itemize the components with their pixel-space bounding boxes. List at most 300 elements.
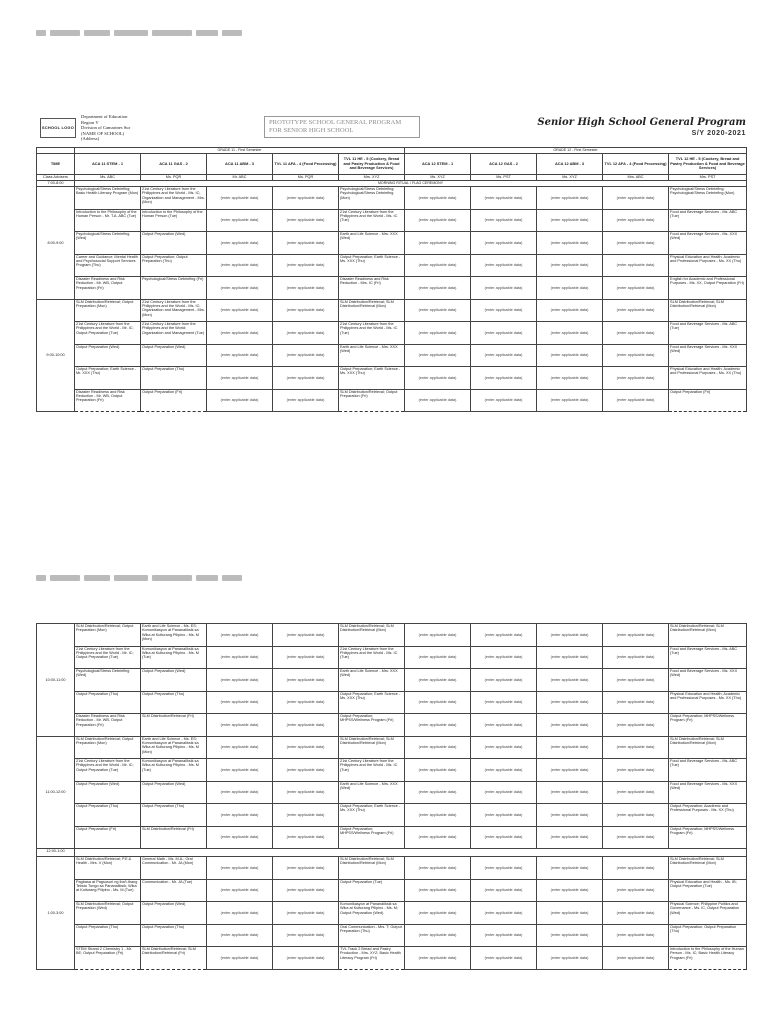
schedule-entry: TVL Track 2 Bread and Pastry Production - Mrs. XYZ; Basic Health Literacy Program (Fri) [339,947,405,970]
morning-ritual: MORNING RITUAL / FLAG CEREMONY [75,181,747,187]
placeholder-entry: (enter applicable data) [603,669,669,692]
placeholder-entry: (enter applicable data) [207,691,273,714]
lunch-time: 12:00-1:00 [37,849,75,857]
placeholder-entry: (enter applicable data) [273,857,339,880]
placeholder-entry: (enter applicable data) [273,691,339,714]
schedule-entry: Output Preparation (Fri) [75,826,141,849]
schedule-entry: Disaster Readiness and Risk Reduction - Mr. WB, Output Preparation (Fri) [75,714,141,737]
schedule-entry: Output Preparation; MHPSS/Wellness Program (Fri) [339,826,405,849]
program-title: Senior High School General Program [537,117,746,128]
placeholder-entry: (enter applicable data) [537,367,603,390]
schedule-row [37,254,747,277]
placeholder-entry: (enter applicable data) [603,902,669,925]
placeholder-entry: (enter applicable data) [603,691,669,714]
placeholder-entry: (enter applicable data) [273,299,339,322]
placeholder-entry: (enter applicable data) [273,389,339,412]
lunch-row [37,849,747,857]
column-header: TVL 12 HE - 5 (Cookery, Bread and Pastry Production & Food and Beverage Services) [669,154,747,175]
schedule-entry: Physical Science; Philippine Politics and Governance - Ms. IC, Output Preparation (Wed) [669,902,747,925]
schedule-entry: Output Preparation; Earth Science - Mr. XXX (Thu) [75,367,141,390]
column-header: ACA 11 ABM - 3 [207,154,273,175]
schedule-entry: Physical Education and Health; Academic and Professional Purposes - Ms. XX (Thu) [669,691,747,714]
placeholder-entry: (enter applicable data) [405,389,471,412]
placeholder-entry: (enter applicable data) [471,624,537,647]
grade-11-group: GRADE 11 - First Semester [75,148,405,154]
schedule-entry: Introduction to the Philosophy of the Human Person (Tue) [141,209,207,232]
schedule-entry: Food and Beverage Services - Ms. XXX (Wed) [669,669,747,692]
placeholder-entry: (enter applicable data) [471,669,537,692]
schedule-entry: Komunikasyon at Pananaliksik sa Wika at Kulturang Pilipino - Ms. M; Output Preparation (Wed) [339,902,405,925]
placeholder-entry: (enter applicable data) [405,367,471,390]
schedule-row [37,389,747,412]
placeholder-entry: (enter applicable data) [537,736,603,759]
schedule-entry: Earth and Life Science - Ms. ES; Komunikasyon at Pananaliksik sa Wika at Kulturang Pilipino - Ms. M (Mon) [141,624,207,647]
placeholder-entry: (enter applicable data) [273,187,339,210]
schedule-entry: 21st Century Literature from the Philippines and the World - Mr. IC; Output Preparation (Tue) [75,322,141,345]
schedule-entry: Earth and Life Science - Mrs. XXX (Wed) [339,781,405,804]
blurred-doc-title-2 [36,575,281,585]
schedule-entry: Komunikasyon at Pananaliksik sa Wika at Kulturang Pilipino - Ms. M (Tue) [141,759,207,782]
schedule-row [37,277,747,300]
placeholder-entry: (enter applicable data) [603,277,669,300]
schedule-entry: Output Preparation (Wed) [141,781,207,804]
column-header: ACA 11 STEM - 1 [75,154,141,175]
schedule-entry: Earth and Life Science - Ms. ES; Komunikasyon at Pananaliksik sa Wika at Kulturang Pilipino - Ms. M (Mon) [141,736,207,759]
placeholder-entry: (enter applicable data) [207,669,273,692]
placeholder-entry: (enter applicable data) [273,646,339,669]
schedule-row [37,344,747,367]
schedule-entry: SLM Distribution/Retrieval; Output Preparation (Mon) [75,736,141,759]
school-logo: SCHOOL LOGO [40,118,76,138]
schedule-entry: Output Preparation; Output Preparation (Thu) [669,924,747,947]
grade-12-group: GRADE 12 - First Semester [405,148,747,154]
schedule-entry: Food and Beverage Services - Ms. ABC (Tue) [669,209,747,232]
schedule-entry: SLM Distribution/Retrieval; Output Preparation (Mon) [75,624,141,647]
placeholder-entry: (enter applicable data) [471,759,537,782]
schedule-entry: Disaster Readiness and Risk Reduction - Mr. WB, Output Preparation (Fri) [75,277,141,300]
time-slot: 11:00-12:00 [37,736,75,849]
placeholder-entry: (enter applicable data) [207,277,273,300]
placeholder-entry: (enter applicable data) [603,947,669,970]
schedule-entry: Output Preparation (Wed) [141,232,207,255]
schedule-entry: 21st Century Literature from the Philippines and the World - Ms. IC (Tue) [339,322,405,345]
schedule-row [37,646,747,669]
time-slot: 9:00-10:00 [37,299,75,412]
schedule-entry: Output Preparation; Output Preparation (Thu) [141,254,207,277]
placeholder-entry: (enter applicable data) [207,826,273,849]
column-header-row [37,154,747,175]
placeholder-entry: (enter applicable data) [603,781,669,804]
placeholder-entry: (enter applicable data) [471,646,537,669]
placeholder-entry: (enter applicable data) [405,691,471,714]
class-adviser: Mr. ABC [207,175,273,181]
class-adviser: Ms. PQR [141,175,207,181]
placeholder-entry: (enter applicable data) [603,187,669,210]
placeholder-entry: (enter applicable data) [471,826,537,849]
placeholder-entry: (enter applicable data) [603,736,669,759]
schedule-row [37,902,747,925]
schedule-row [37,714,747,737]
placeholder-entry: (enter applicable data) [273,367,339,390]
schedule-row [37,924,747,947]
placeholder-entry: (enter applicable data) [405,924,471,947]
school-year: S/Y 2020-2021 [691,130,746,137]
placeholder-entry: (enter applicable data) [537,344,603,367]
placeholder-entry: (enter applicable data) [537,857,603,880]
class-adviser: Ms. PQR [273,175,339,181]
placeholder-entry: (enter applicable data) [537,254,603,277]
prototype-title: PROTOTYPE SCHOOL GENERAL PROGRAM FOR SENIOR HIGH SCHOOL [264,116,420,138]
schedule-row [37,879,747,902]
schedule-row [37,209,747,232]
schedule-entry: Output Preparation (Thu) [141,691,207,714]
placeholder-entry: (enter applicable data) [537,187,603,210]
schedule-entry: Output Preparation (Wed) [141,902,207,925]
schedule-entry: 21st Century Literature from the Philippines and the World - Ms. IC; Organization and Management - Mrs. (Mon) [141,187,207,210]
schedule-row [37,232,747,255]
schedule-entry: 21st Century Literature from the Philippines and the World - Ms. IC; Organization and Management - Mrs. (Mon) [141,299,207,322]
time-slot: 10:00-11:00 [37,624,75,737]
placeholder-entry: (enter applicable data) [273,902,339,925]
schedule-entry: Psychological/Stress Debriefing; Basic Health Literacy Program (Mon) [75,187,141,210]
schedule-entry: Output Preparation; Academic and Professional Purposes - Ms. XX (Thu) [669,804,747,827]
placeholder-entry: (enter applicable data) [273,759,339,782]
schedule-entry: Introduction to the Philosophy of the Human Person - Ms. IC; Basic Health Literacy Program (Fri) [669,947,747,970]
placeholder-entry: (enter applicable data) [405,714,471,737]
placeholder-entry: (enter applicable data) [273,736,339,759]
placeholder-entry: (enter applicable data) [405,322,471,345]
placeholder-entry: (enter applicable data) [273,669,339,692]
column-header: ACA 12 GAS - 2 [471,154,537,175]
placeholder-entry: (enter applicable data) [603,624,669,647]
placeholder-entry: (enter applicable data) [471,209,537,232]
schedule-row [37,857,747,880]
placeholder-entry: (enter applicable data) [537,669,603,692]
placeholder-entry: (enter applicable data) [537,277,603,300]
class-adviser: Ms. PST [471,175,537,181]
placeholder-entry: (enter applicable data) [537,691,603,714]
class-adviser: Mrs. XYZ [339,175,405,181]
placeholder-entry: (enter applicable data) [207,781,273,804]
placeholder-entry: (enter applicable data) [207,902,273,925]
placeholder-entry: (enter applicable data) [273,232,339,255]
schedule-entry: SLM Distribution/Retrieval; SLM Distribution/Retrieval (Mon) [339,299,405,322]
schedule-entry: Career and Guidance; Mental Health and Psychosocial Support Services Program (Thu) [75,254,141,277]
schedule-row [37,669,747,692]
schedule-entry: Food and Beverage Services - Ms. ABC (Tue) [669,646,747,669]
placeholder-entry: (enter applicable data) [603,322,669,345]
placeholder-entry: (enter applicable data) [207,389,273,412]
placeholder-entry: (enter applicable data) [273,624,339,647]
placeholder-entry: (enter applicable data) [207,624,273,647]
placeholder-entry: (enter applicable data) [273,254,339,277]
placeholder-entry: (enter applicable data) [405,804,471,827]
schedule-entry: Psychological/Stress Debriefing; Psychological/Stress Debriefing (Mon) [339,187,405,210]
schedule-entry: Output Preparation; MHPSS/Wellness Program (Fri) [669,714,747,737]
schedule-entry: Output Preparation (Thu) [75,924,141,947]
schedule-entry: SLM Distribution/Retrieval; SLM Distribution/Retrieval (Mon) [339,857,405,880]
placeholder-entry: (enter applicable data) [273,924,339,947]
schedule-entry: Food and Beverage Services - Ms. ABC (Tue) [669,322,747,345]
column-header: TVL 12 AFA - 4 (Food Processing) [603,154,669,175]
placeholder-entry: (enter applicable data) [537,902,603,925]
placeholder-entry: (enter applicable data) [471,879,537,902]
placeholder-entry: (enter applicable data) [405,879,471,902]
placeholder-entry: (enter applicable data) [207,322,273,345]
schedule-entry: Psychological/Stress Debriefing (Wed) [75,669,141,692]
column-header: TIME [37,154,75,175]
schedule-row [37,187,747,210]
lunch-break [75,849,747,857]
placeholder-entry: (enter applicable data) [603,879,669,902]
placeholder-entry: (enter applicable data) [537,826,603,849]
placeholder-entry: (enter applicable data) [405,646,471,669]
placeholder-entry: (enter applicable data) [405,187,471,210]
schedule-row [37,299,747,322]
placeholder-entry: (enter applicable data) [405,344,471,367]
placeholder-entry: (enter applicable data) [207,299,273,322]
schedule-entry: Output Preparation (Thu) [141,804,207,827]
placeholder-entry: (enter applicable data) [207,209,273,232]
placeholder-entry: (enter applicable data) [273,277,339,300]
schedule-entry: SLM Distribution/Retrieval (Fri) [141,714,207,737]
class-adviser: Ms. XYZ [405,175,471,181]
placeholder-entry: (enter applicable data) [471,187,537,210]
schedule-entry: Physical Education and Health; Academic and Professional Purposes - Ms. XX (Thu) [669,254,747,277]
schedule-entry: Psychological/Stress Debriefing (Fri) [141,277,207,300]
placeholder-entry: (enter applicable data) [603,804,669,827]
schedule-entry: 21st Century Literature from the Philippines and the World - Ms. IC (Tue) [339,759,405,782]
placeholder-entry: (enter applicable data) [273,714,339,737]
placeholder-entry: (enter applicable data) [405,254,471,277]
placeholder-entry: (enter applicable data) [207,344,273,367]
schedule-entry: Pagbasa at Pagsusuri ng Iba't-Ibang Teksto Tungo sa Pananaliksik; Wika at Kulturang Pilipino - Ms. M (Tue) [75,879,141,902]
placeholder-entry: (enter applicable data) [405,736,471,759]
placeholder-entry: (enter applicable data) [603,389,669,412]
placeholder-entry: (enter applicable data) [471,804,537,827]
schedule-entry: 21st Century Literature from the Philippines and the World - Mr. IC; Output Preparation (Tue) [75,646,141,669]
placeholder-entry: (enter applicable data) [273,781,339,804]
placeholder-entry: (enter applicable data) [405,624,471,647]
placeholder-entry: (enter applicable data) [471,232,537,255]
placeholder-entry: (enter applicable data) [537,232,603,255]
placeholder-entry: (enter applicable data) [207,759,273,782]
schedule-row [37,322,747,345]
placeholder-entry: (enter applicable data) [537,322,603,345]
placeholder-entry: (enter applicable data) [207,947,273,970]
schedule-entry: SLM Distribution/Retrieval (Fri) [141,826,207,849]
schedule-entry: STEM Strand 2 Chemistry 1 - Mr. BE; Output Preparation (Fri) [75,947,141,970]
schedule-entry: Physical Education and Health - Ms. IB; Output Preparation (Tue) [669,879,747,902]
schedule-entry: SLM Distribution/Retrieval; SLM Distribution/Retrieval (Mon) [669,624,747,647]
placeholder-entry: (enter applicable data) [405,781,471,804]
schedule-entry: Output Preparation (Wed) [75,344,141,367]
placeholder-entry: (enter applicable data) [273,209,339,232]
schedule-entry: Food and Beverage Services - Ms. XXX (Wed) [669,344,747,367]
class-adviser: Mrs. ABC [603,175,669,181]
placeholder-entry: (enter applicable data) [207,187,273,210]
column-header: TVL 11 AFA - 4 (Food Processing) [273,154,339,175]
schedule-row [37,624,747,647]
placeholder-entry: (enter applicable data) [603,924,669,947]
column-header: TVL 11 HE - 5 (Cookery, Bread and Pastry Production & Food and Beverage Services) [339,154,405,175]
placeholder-entry: (enter applicable data) [537,924,603,947]
schedule-entry: Psychological/Stress Debriefing; Psychological/Stress Debriefing (Mon) [669,187,747,210]
placeholder-entry: (enter applicable data) [273,804,339,827]
placeholder-entry: (enter applicable data) [405,857,471,880]
schedule-entry: Output Preparation (Fri) [669,389,747,412]
schedule-entry: Output Preparation; Earth Science - Ms. XXX (Thu) [339,254,405,277]
schedule-entry: Disaster Readiness and Risk Reduction - Mr. WB, Output Preparation (Fri) [75,389,141,412]
placeholder-entry: (enter applicable data) [207,367,273,390]
placeholder-entry: (enter applicable data) [405,209,471,232]
schedule-entry: Output Preparation (Tue) [339,879,405,902]
schedule-row [37,736,747,759]
schedule-entry: SLM Distribution/Retrieval; P.E.& Health - Mrs. V (Mon) [75,857,141,880]
schedule-entry: Oral Communication - Mrs. T; Output Preparation (Thu) [339,924,405,947]
schedule-entry: SLM Distribution/Retrieval; SLM Distribution/Retrieval (Mon) [669,736,747,759]
schedule-entry: Output Preparation; Earth Science - Ms. XXX (Thu) [339,804,405,827]
schedule-entry: SLM Distribution/Retrieval; SLM Distribution/Retrieval (Mon) [669,857,747,880]
placeholder-entry: (enter applicable data) [603,367,669,390]
placeholder-entry: (enter applicable data) [405,669,471,692]
schedule-entry: English for Academic and Professional Purposes - Ms. XX, Output Preparation (Fri) [669,277,747,300]
schedule-entry: SLM Distribution/Retrieval; SLM Distribution/Retrieval (Mon) [339,624,405,647]
blurred-doc-title [36,30,281,40]
schedule-entry: Earth and Life Science - Mrs. XXX (Wed) [339,232,405,255]
placeholder-entry: (enter applicable data) [537,209,603,232]
placeholder-entry: (enter applicable data) [471,691,537,714]
placeholder-entry: (enter applicable data) [603,254,669,277]
schedule-entry: Output Preparation (Wed) [141,669,207,692]
placeholder-entry: (enter applicable data) [471,254,537,277]
placeholder-entry: (enter applicable data) [471,902,537,925]
schedule-entry: SLM Distribution/Retrieval; Output Preparation (Fri) [339,389,405,412]
placeholder-entry: (enter applicable data) [207,879,273,902]
schedule-entry: Food and Beverage Services - Ms. ABC (Tue) [669,759,747,782]
schedule-page-2 [36,575,746,1005]
placeholder-entry: (enter applicable data) [471,277,537,300]
column-header: ACA 12 ABM - 3 [537,154,603,175]
schedule-entry: SLM Distribution/Retrieval; SLM Distribution/Retrieval (Mon) [339,736,405,759]
placeholder-entry: (enter applicable data) [537,804,603,827]
schedule-entry: Output Preparation (Thu) [141,924,207,947]
placeholder-entry: (enter applicable data) [471,736,537,759]
placeholder-entry: (enter applicable data) [405,299,471,322]
placeholder-entry: (enter applicable data) [273,947,339,970]
schedule-row [37,759,747,782]
placeholder-entry: (enter applicable data) [603,714,669,737]
placeholder-entry: (enter applicable data) [471,299,537,322]
schedule-entry: General Math - Ms. M.A.; Oral Communication - Mr. JA (Mon) [141,857,207,880]
placeholder-entry: (enter applicable data) [603,826,669,849]
placeholder-entry: (enter applicable data) [603,299,669,322]
schedule-entry: SLM Distribution/Retrieval; Output Preparation (Wed) [75,902,141,925]
placeholder-entry: (enter applicable data) [471,857,537,880]
placeholder-entry: (enter applicable data) [273,322,339,345]
schedule-entry: 21st Century Literature from the Philippines and the World - Ms. IC (Tue) [339,646,405,669]
placeholder-entry: (enter applicable data) [537,947,603,970]
schedule-entry: Food and Beverage Services - Ms. XXX (Wed) [669,781,747,804]
column-header: ACA 11 GAS - 2 [141,154,207,175]
placeholder-entry: (enter applicable data) [471,344,537,367]
placeholder-entry: (enter applicable data) [207,924,273,947]
schedule-entry: SLM Distribution/Retrieval; SLM Distribution/Retrieval (Mon) [669,299,747,322]
placeholder-entry: (enter applicable data) [405,902,471,925]
placeholder-entry: (enter applicable data) [405,759,471,782]
department-info: Department of Education Region V Division of Camarines Sur (NAME OF SCHOOL) (Address) [81,114,131,142]
schedule-entry: Output Preparation; MHPSS/Wellness Program (Fri) [339,714,405,737]
placeholder-entry: (enter applicable data) [603,209,669,232]
placeholder-entry: (enter applicable data) [273,879,339,902]
schedule-entry: Food and Beverage Services - Ms. XXX (Wed) [669,232,747,255]
placeholder-entry: (enter applicable data) [603,232,669,255]
schedule-entry: 21st Century Literature from the Philippines and the World; Organization and Management (Tue) [141,322,207,345]
schedule-entry: Psychological/Stress Debriefing (Wed) [75,232,141,255]
placeholder-entry: (enter applicable data) [207,232,273,255]
schedule-row [37,826,747,849]
morning-time: 7:00-8:00 [37,181,75,187]
schedule-entry: Physical Education and Health; Academic and Professional Purposes - Ms. XX (Thu) [669,367,747,390]
placeholder-entry: (enter applicable data) [405,232,471,255]
schedule-entry: Disaster Readiness and Risk Reduction - Mrs. IC (Fri) [339,277,405,300]
class-adviser: Ms. ABC [75,175,141,181]
placeholder-entry: (enter applicable data) [273,826,339,849]
schedule-entry: 21st Century Literature from the Philippines and the World - Mr. IC; Output Preparation (Tue) [75,759,141,782]
schedule-entry: 21st Century Literature from the Philippines and the World - Ms. IC (Tue) [339,209,405,232]
placeholder-entry: (enter applicable data) [273,344,339,367]
schedule-row [37,947,747,970]
schedule-row [37,781,747,804]
placeholder-entry: (enter applicable data) [405,826,471,849]
time-slot: 8:00-9:00 [37,187,75,300]
schedule-row [37,367,747,390]
placeholder-entry: (enter applicable data) [471,322,537,345]
placeholder-entry: (enter applicable data) [405,947,471,970]
schedule-entry: Earth and Life Science - Mrs. XXX (Wed) [339,669,405,692]
schedule-entry: Output Preparation (Fri) [141,389,207,412]
placeholder-entry: (enter applicable data) [537,879,603,902]
column-header: ACA 12 STEM - 1 [405,154,471,175]
placeholder-entry: (enter applicable data) [537,624,603,647]
schedule-entry: Output Preparation; Earth Science - Ms. XXX (Thu) [339,367,405,390]
placeholder-entry: (enter applicable data) [207,714,273,737]
schedule-page-1 [36,30,746,470]
placeholder-entry: (enter applicable data) [537,714,603,737]
placeholder-entry: (enter applicable data) [537,781,603,804]
placeholder-entry: (enter applicable data) [471,924,537,947]
placeholder-entry: (enter applicable data) [537,646,603,669]
placeholder-entry: (enter applicable data) [471,781,537,804]
placeholder-entry: (enter applicable data) [471,714,537,737]
placeholder-entry: (enter applicable data) [207,254,273,277]
advisers-label: Class Advisers [37,175,75,181]
placeholder-entry: (enter applicable data) [207,804,273,827]
placeholder-entry: (enter applicable data) [405,277,471,300]
placeholder-entry: (enter applicable data) [603,759,669,782]
class-adviser: Mrs. PST [669,175,747,181]
schedule-table-2 [36,623,747,970]
schedule-entry: SLM Distribution/Retrieval; Output Preparation (Mon) [75,299,141,322]
schedule-entry: Earth and Life Science - Mrs. XXX (Wed) [339,344,405,367]
schedule-entry: Communication - Mr. JA (Tue) [141,879,207,902]
placeholder-entry: (enter applicable data) [603,857,669,880]
schedule-entry: Output Preparation (Wed) [75,781,141,804]
class-adviser: Ms. XYZ [537,175,603,181]
placeholder-entry: (enter applicable data) [471,947,537,970]
placeholder-entry: (enter applicable data) [603,646,669,669]
schedule-table-1 [36,147,747,412]
